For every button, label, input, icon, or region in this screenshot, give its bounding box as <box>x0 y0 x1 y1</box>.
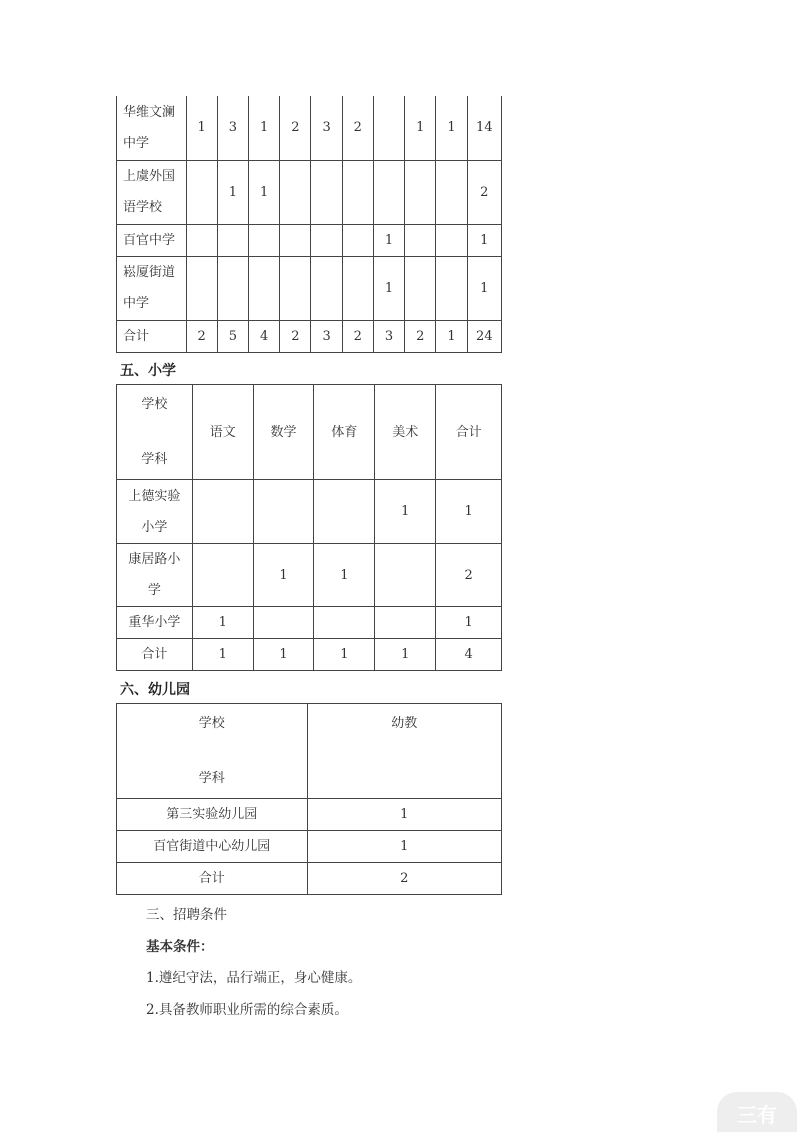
school-name-cell <box>117 639 193 671</box>
header-subject: 体育 <box>314 385 375 480</box>
count-cell: 1 <box>307 799 502 831</box>
school-name-cell <box>117 224 187 256</box>
count-cell: 1 <box>314 544 375 607</box>
count-cell <box>253 607 314 639</box>
count-cell <box>249 256 280 320</box>
count-cell: 2 <box>342 320 373 352</box>
school-name-line: 学 <box>147 583 161 598</box>
count-cell: 5 <box>217 320 248 352</box>
count-cell <box>342 256 373 320</box>
school-name-cell <box>117 607 193 639</box>
corner-header-cell <box>117 704 308 799</box>
count-cell: 3 <box>373 320 404 352</box>
count-cell <box>192 544 253 607</box>
count-cell: 3 <box>217 96 248 160</box>
count-cell <box>311 224 342 256</box>
primary-header-row <box>117 385 502 480</box>
count-cell <box>436 256 467 320</box>
school-name-line: 上德实验 <box>128 488 181 504</box>
count-cell: 2 <box>280 320 311 352</box>
row-total-cell: 14 <box>467 96 501 160</box>
count-cell <box>405 256 436 320</box>
school-name-line: 中学 <box>123 135 150 151</box>
table-row <box>117 607 502 639</box>
count-cell <box>311 256 342 320</box>
table-row <box>117 544 502 607</box>
kindergarten-table-body <box>117 704 502 895</box>
table-row <box>117 320 502 352</box>
school-name-line: 中学 <box>123 296 150 311</box>
row-total-cell: 1 <box>467 256 501 320</box>
school-name-line: 崧厦街道 <box>123 265 176 280</box>
corner-subject-label: 学科 <box>198 771 225 786</box>
school-name-line: 语学校 <box>123 200 163 215</box>
count-cell <box>280 224 311 256</box>
school-name-line: 合计 <box>123 328 150 344</box>
count-cell <box>373 96 404 160</box>
row-total-cell: 1 <box>436 480 502 544</box>
count-cell: 1 <box>192 639 253 671</box>
count-cell <box>436 160 467 224</box>
table-row <box>117 96 502 160</box>
section-heading-kindergarten: 六、幼儿园 <box>120 682 190 698</box>
count-cell <box>186 224 217 256</box>
count-cell: 1 <box>307 831 502 863</box>
count-cell: 1 <box>253 639 314 671</box>
count-cell <box>314 607 375 639</box>
count-cell: 3 <box>311 320 342 352</box>
corner-school-label: 学校 <box>141 397 168 412</box>
count-cell <box>217 224 248 256</box>
primary-school-table <box>116 384 502 671</box>
count-cell: 2 <box>186 320 217 352</box>
kindergarten-table <box>116 703 502 895</box>
count-cell <box>342 224 373 256</box>
count-cell <box>192 480 253 544</box>
count-cell: 1 <box>249 160 280 224</box>
school-name-cell <box>117 96 187 160</box>
header-subject: 数学 <box>253 385 314 480</box>
corner-header-cell <box>117 385 193 480</box>
count-cell <box>314 480 375 544</box>
table-row <box>117 639 502 671</box>
count-cell: 1 <box>186 96 217 160</box>
row-total-cell: 2 <box>467 160 501 224</box>
condition-item-1: 1.遵纪守法，品行端正，身心健康。 <box>146 970 362 986</box>
table-row <box>117 256 502 320</box>
middle-school-table-body <box>117 96 502 352</box>
count-cell <box>375 607 436 639</box>
table-row <box>117 160 502 224</box>
row-total-cell: 1 <box>467 224 501 256</box>
row-total-cell: 1 <box>436 607 502 639</box>
middle-school-table <box>116 96 502 353</box>
school-name-line: 小学 <box>141 519 168 535</box>
count-cell: 1 <box>405 96 436 160</box>
school-name-line: 华维文澜 <box>123 104 176 120</box>
count-cell <box>217 256 248 320</box>
count-cell: 1 <box>217 160 248 224</box>
corner-school-label: 学校 <box>198 716 225 731</box>
count-cell: 1 <box>373 224 404 256</box>
count-cell <box>375 544 436 607</box>
school-name-cell <box>117 320 187 352</box>
kindergarten-name-cell: 百官街道中心幼儿园 <box>117 831 308 863</box>
kindergarten-header-row <box>117 704 502 799</box>
school-name-line: 合计 <box>141 647 168 662</box>
table-row <box>117 863 502 895</box>
primary-school-table-body <box>117 385 502 671</box>
header-preschool: 幼教 <box>307 704 502 799</box>
school-name-cell <box>117 256 187 320</box>
count-cell: 2 <box>405 320 436 352</box>
count-cell <box>253 480 314 544</box>
count-cell: 1 <box>249 96 280 160</box>
count-cell <box>280 160 311 224</box>
count-cell <box>342 160 373 224</box>
count-cell <box>186 160 217 224</box>
header-total: 合计 <box>436 385 502 480</box>
row-total-cell: 24 <box>467 320 501 352</box>
count-cell: 2 <box>280 96 311 160</box>
row-total-cell: 4 <box>436 639 502 671</box>
header-subject: 美术 <box>375 385 436 480</box>
count-cell: 1 <box>436 320 467 352</box>
count-cell <box>249 224 280 256</box>
count-cell: 1 <box>375 639 436 671</box>
school-name-line: 康居路小 <box>128 552 181 567</box>
conditions-subheading: 基本条件： <box>146 939 214 955</box>
kindergarten-name-cell: 第三实验幼儿园 <box>117 799 308 831</box>
count-cell <box>405 160 436 224</box>
count-cell: 2 <box>342 96 373 160</box>
count-cell: 1 <box>373 256 404 320</box>
count-cell <box>373 160 404 224</box>
school-name-cell <box>117 544 193 607</box>
school-name-cell <box>117 480 193 544</box>
count-cell: 1 <box>253 544 314 607</box>
table-row <box>117 799 502 831</box>
count-cell: 2 <box>307 863 502 895</box>
count-cell: 1 <box>375 480 436 544</box>
count-cell <box>311 160 342 224</box>
header-subject: 语文 <box>192 385 253 480</box>
school-name-cell <box>117 160 187 224</box>
count-cell: 3 <box>311 96 342 160</box>
count-cell <box>280 256 311 320</box>
corner-subject-label: 学科 <box>141 452 168 467</box>
count-cell <box>405 224 436 256</box>
count-cell: 1 <box>192 607 253 639</box>
table-row <box>117 224 502 256</box>
count-cell: 4 <box>249 320 280 352</box>
count-cell <box>186 256 217 320</box>
kindergarten-name-cell: 合计 <box>117 863 308 895</box>
condition-item-2: 2.具备教师职业所需的综合素质。 <box>146 1002 348 1018</box>
table-row <box>117 831 502 863</box>
count-cell: 1 <box>436 96 467 160</box>
count-cell: 1 <box>314 639 375 671</box>
school-name-line: 百官中学 <box>123 232 176 248</box>
watermark-logo: 三有 <box>717 1092 797 1132</box>
section-heading-primary: 五、小学 <box>120 363 176 379</box>
table-row <box>117 480 502 544</box>
count-cell <box>436 224 467 256</box>
row-total-cell: 2 <box>436 544 502 607</box>
school-name-line: 上虞外国 <box>123 169 176 184</box>
conditions-heading: 三、招聘条件 <box>146 907 227 923</box>
school-name-line: 重华小学 <box>128 615 181 630</box>
